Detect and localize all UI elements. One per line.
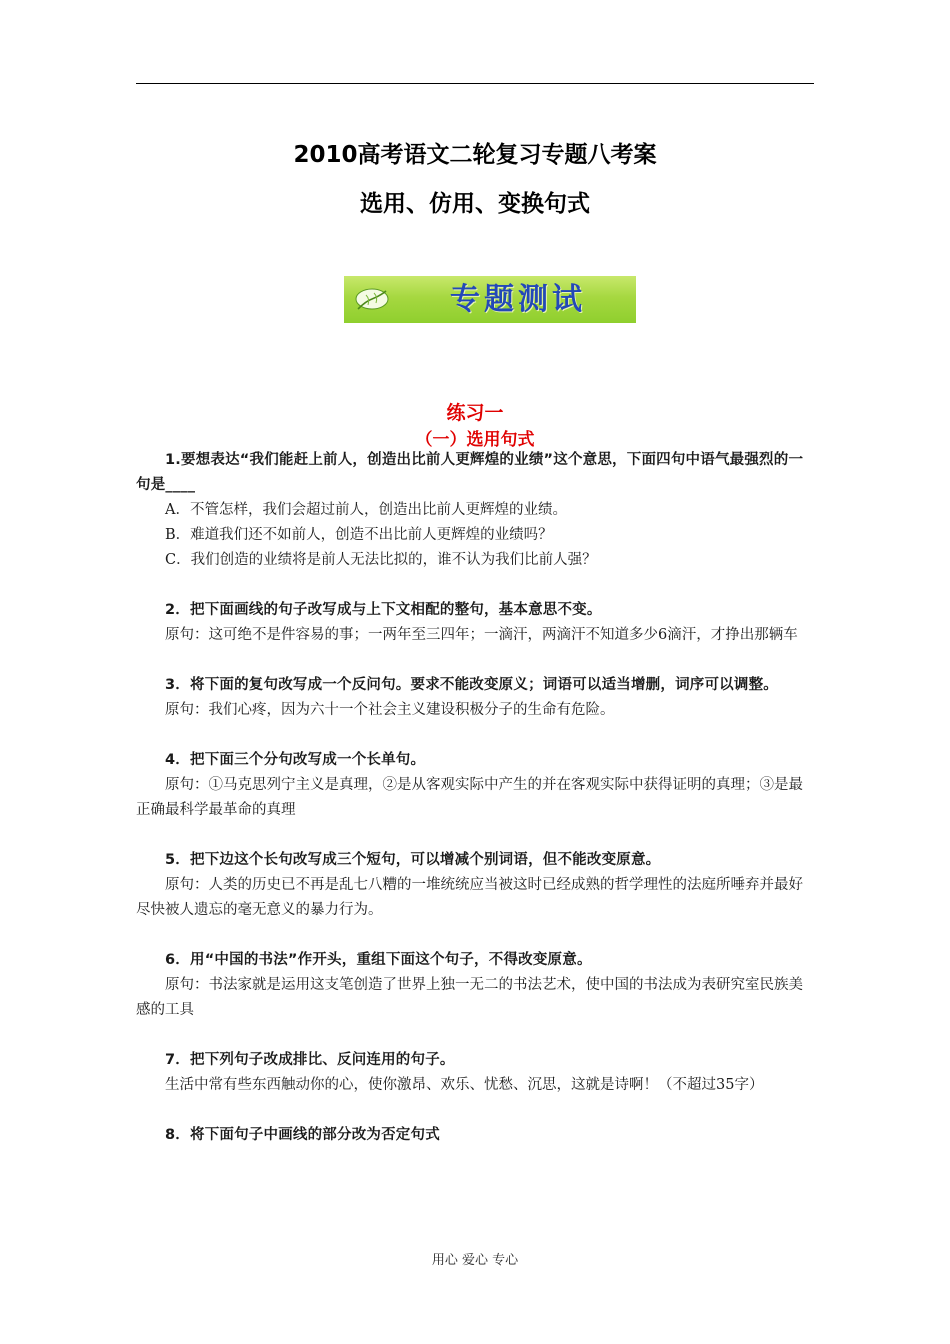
question-title: 1.要想表达“我们能赶上前人，创造出比前人更辉煌的业绩”这个意思，下面四句中语气最强烈的一句是____ xyxy=(136,452,804,493)
question-list xyxy=(136,448,814,1173)
option-b: B．难道我们还不如前人，创造不出比前人更辉煌的业绩吗？ xyxy=(165,527,553,543)
original-sentence: 原句：我们心疼，因为六十一个社会主义建设积极分子的生命有危险。 xyxy=(165,702,615,718)
page-footer: 用心 爱心 专心 xyxy=(431,1253,519,1268)
question-3 xyxy=(136,673,814,723)
section-title: 练习一 xyxy=(446,402,504,424)
banner-text: 专题测试 xyxy=(450,282,586,317)
question-title: 3．将下面的复句改写成一个反问句。要求不能改变原义；词语可以适当增删，词序可以调整。 xyxy=(165,677,778,693)
question-title: 6．用“中国的书法”作开头，重组下面这个句子，不得改变原意。 xyxy=(165,952,592,968)
question-title: 7．把下列句子改成排比、反问连用的句子。 xyxy=(165,1052,455,1068)
question-4 xyxy=(136,748,814,823)
question-1 xyxy=(136,448,814,573)
question-6 xyxy=(136,948,814,1023)
question-title: 2．把下面画线的句子改写成与上下文相配的整句，基本意思不变。 xyxy=(165,602,602,618)
question-title: 4．把下面三个分句改写成一个长单句。 xyxy=(165,752,426,768)
question-title: 8．将下面句子中画线的部分改为否定句式 xyxy=(165,1127,440,1143)
page-title: 2010高考语文二轮复习专题八考案 xyxy=(293,142,657,168)
original-sentence: 原句：人类的历史已不再是乱七八糟的一堆统统应当被这时已经成熟的哲学理性的法庭所唾弃并最好尽快被人遗忘的毫无意义的暴力行为。 xyxy=(136,877,803,918)
section-subtitle: （一）选用句式 xyxy=(415,430,535,450)
question-7 xyxy=(136,1048,814,1098)
topic-test-banner xyxy=(344,276,636,323)
page-subtitle: 选用、仿用、变换句式 xyxy=(360,191,590,217)
leaf-icon xyxy=(352,285,392,315)
original-sentence: 原句：书法家就是运用这支笔创造了世界上独一无二的书法艺术，使中国的书法成为表研究室民族美感的工具 xyxy=(136,977,803,1018)
original-sentence: 原句：①马克思列宁主义是真理，②是从客观实际中产生的并在客观实际中获得证明的真理；③是最正确最科学最革命的真理 xyxy=(136,777,803,818)
question-title: 5．把下边这个长句改写成三个短句，可以增减个别词语，但不能改变原意。 xyxy=(165,852,661,868)
header-rule xyxy=(136,83,814,84)
question-2 xyxy=(136,598,814,648)
original-sentence: 原句：这可绝不是件容易的事；一两年至三四年；一滴汗，两滴汗不知道多少6滴汗，才挣出那辆车 xyxy=(165,627,798,643)
question-8 xyxy=(136,1123,814,1148)
question-5 xyxy=(136,848,814,923)
original-sentence: 生活中常有些东西触动你的心，使你激昂、欢乐、忧愁、沉思，这就是诗啊！（不超过35字） xyxy=(165,1077,764,1093)
option-a: A．不管怎样，我们会超过前人，创造出比前人更辉煌的业绩。 xyxy=(165,502,567,518)
option-c: C．我们创造的业绩将是前人无法比拟的，谁不认为我们比前人强？ xyxy=(165,552,597,568)
